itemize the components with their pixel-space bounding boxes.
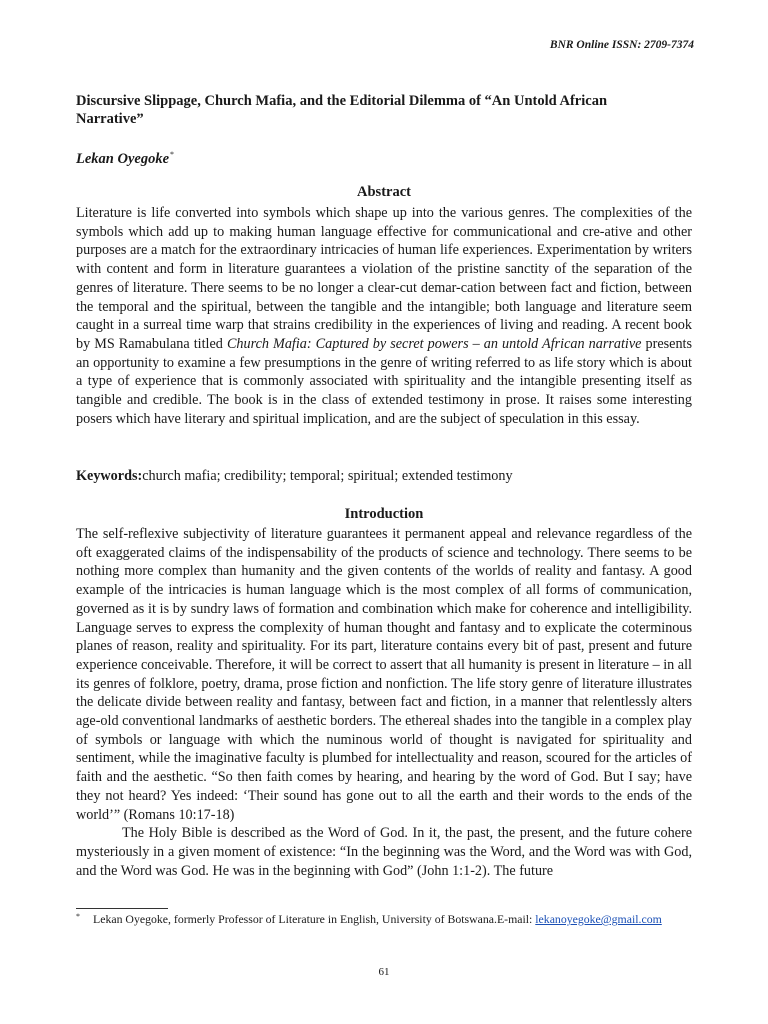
keywords (76, 467, 692, 485)
introduction-paragraph-2: The Holy Bible is described as the Word of God. In it, the past, the present, and the future cohere mysteriously in a given moment of existence: “In the beginning was the Word, and the Word was with God, and the Word was God. He was in the beginning with God” (John 1:1-2). The future (76, 825, 692, 879)
abstract-text-part-1: Literature is life converted into symbols which shape up into the various genres. The complexities of the symbols which add up to making human language effective for communicational and cre-ative and other purposes are a match for the extraordinary intricacies of human life experiences. Experimentation by writers with content and form in literature guarantees a violation of the pristine sanctity of the separation of the genres of literature. There seems to be no longer a clear-cut demar-cation between fact and fiction, between the temporal and the spiritual, between the tangible and the intangible; both language and literature seem caught in a surreal time warp that strains credibility in the experiences of living and reading. A recent book by MS Ramabulana titled (76, 205, 692, 352)
book-title: Church Mafia: Captured by secret powers – an untold African narrative (226, 335, 642, 352)
introduction-paragraph-1: The self-reflexive subjectivity of literature guarantees it permanent appeal and relevance regardless of the oft exaggerated claims of the indispensability of the products of science and technology. There seems to be nothing more complex than humanity and the given contents of the worlds of reality and fantasy. A good example of the intricacies is human language which is the most complex of all forms of communication, governed as it is by sundry laws of formation and combination which make for coherence and intelligibility. Language serves to express the complexity of human thought and fantasy and to explicate the coterminous planes of reason, reality and spirituality. For its part, literature contains every bit of past, present and future experience conceivable. Therefore, it will be correct to assert that all humanity is present in literature – in all its genres of folklore, poetry, drama, prose fiction and nonfiction. The life story genre of literature illustrates the delicate divide between reality and fantasy, between fact and fiction, in a manner that relentlessly alters age-old conventional landmarks of aesthetic borders. The ethereal shades into the tangible in a complex play of symbols or language with which the numinous world of thought is navigated for spirituality and sentiment, while the imaginative faculty is plumbed for intellectuality and reason, scoured for the articles of faith and the aesthetic. “So then faith comes by hearing, and hearing by the word of God. But I say; have they not heard? Yes indeed: ‘Their sound has gone out to all the earth and their words to the ends of the world’” (Romans 10:17-18) (76, 526, 692, 823)
introduction-heading: Introduction (344, 506, 424, 522)
footnote-text: Lekan Oyegoke, formerly Professor of Literature in English, University of Botswana.E-mail: (93, 912, 536, 926)
introduction-body (76, 525, 692, 880)
footnote-mark: * (76, 912, 80, 921)
author-name: Lekan Oyegoke (76, 151, 170, 167)
abstract-body (76, 204, 692, 428)
email-link[interactable]: lekanoyegoke@gmail.com (535, 912, 662, 926)
keywords-label: Keywords: (76, 468, 143, 484)
journal-issn: BNR Online ISSN: 2709-7374 (549, 39, 694, 51)
footnote (76, 911, 692, 927)
abstract-text-part-2: presents an opportunity to examine a few presumptions in the genre of writing referred to as life story which is about a type of experience that is commonly associated with spirituality and the intangible presenting itself as tangible and credible. The book is in the class of extended testimony in prose. It raises some interesting posers which have literary and spiritual implication, and are the subject of speculation in this essay. (76, 335, 693, 427)
author-line (76, 150, 174, 168)
abstract-paragraph (76, 204, 692, 428)
footnote-divider (76, 908, 168, 909)
keywords-values: church mafia; credibility; temporal; spiritual; extended testimony (142, 468, 513, 484)
footnote-body (93, 911, 692, 927)
page-number: 61 (378, 966, 390, 978)
author-footnote-mark: * (170, 150, 175, 159)
article-title: Discursive Slippage, Church Mafia, and the Editorial Dilemma of “An Untold African Narrative” (76, 93, 608, 127)
abstract-heading: Abstract (357, 184, 411, 200)
